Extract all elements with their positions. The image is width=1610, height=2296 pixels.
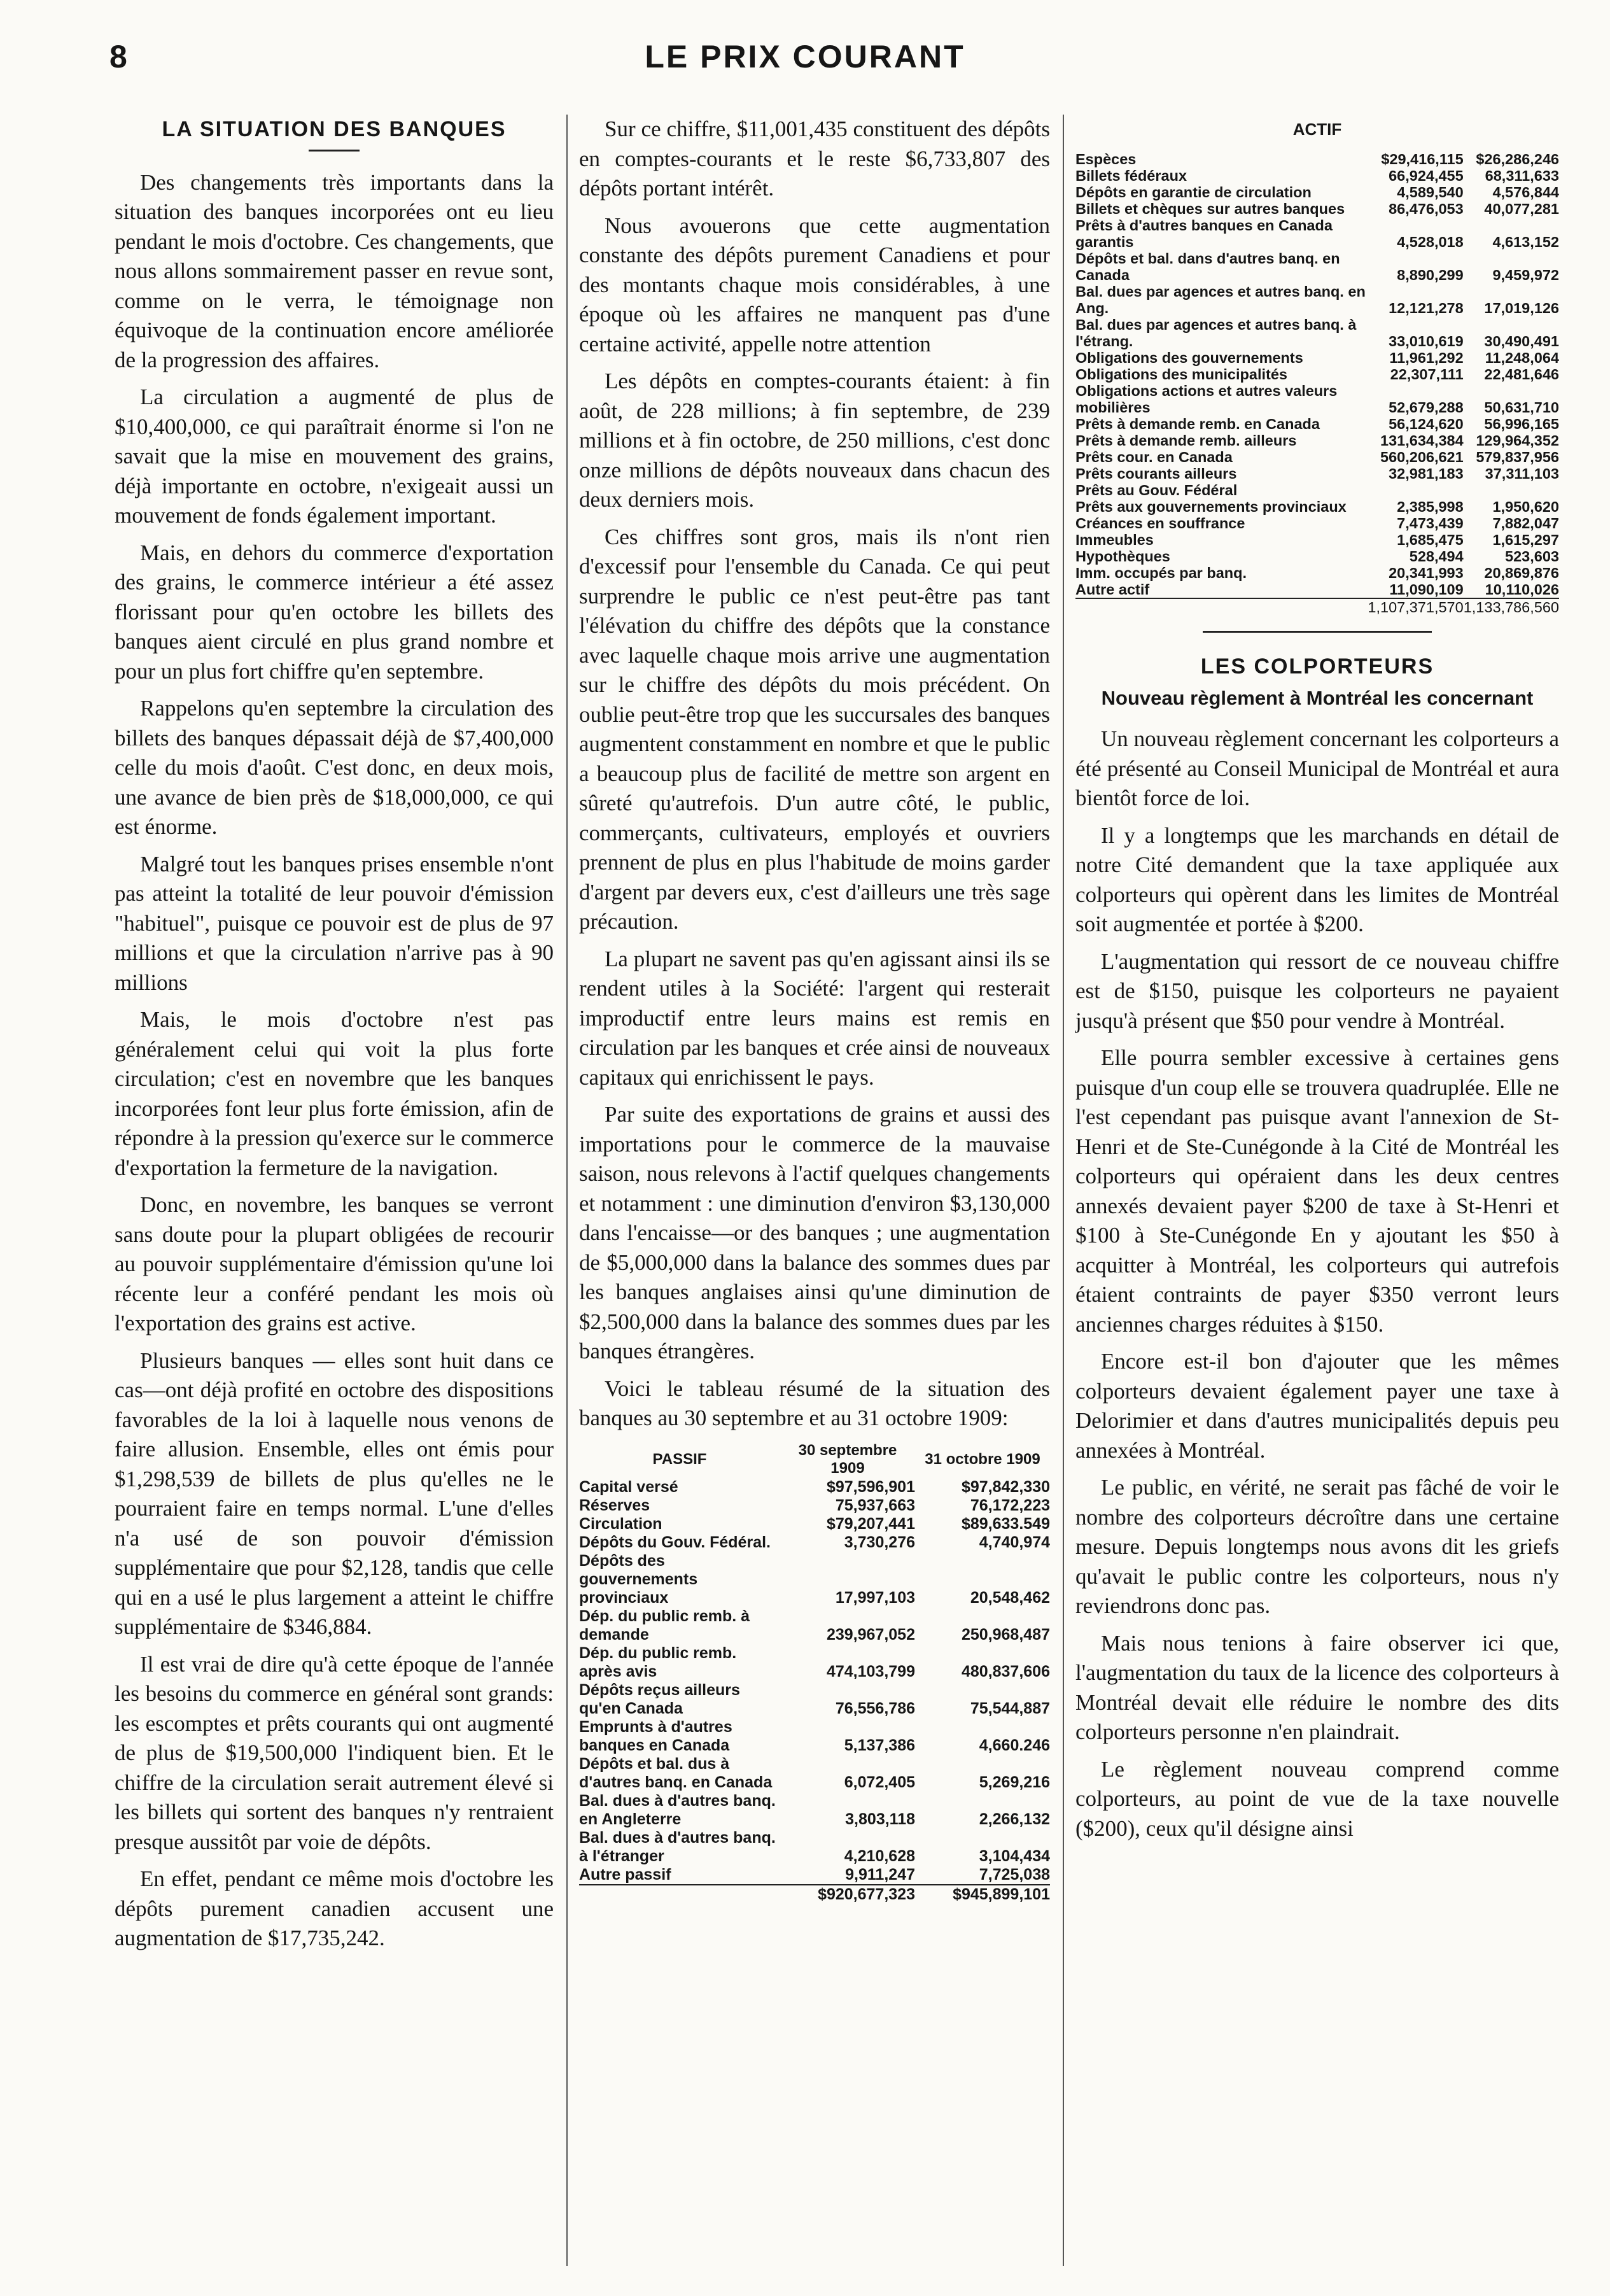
colporteurs-title: LES COLPORTEURS (1200, 654, 1434, 679)
passif-label: Circulation (579, 1514, 662, 1533)
actif-value-oct: 4,613,152 (1492, 233, 1559, 250)
passif-value-sept: 239,967,052 (826, 1625, 915, 1644)
passif-label: Dépôts des gouvernements provinciaux (579, 1551, 698, 1607)
passif-value-oct: 4,740,974 (979, 1533, 1050, 1551)
actif-value-oct: $26,286,246 (1476, 150, 1559, 167)
passif-value-sept: 3,730,276 (844, 1533, 915, 1551)
passif-label: Capital versé (579, 1477, 678, 1496)
actif-value-sept: 33,010,619 (1389, 332, 1464, 349)
actif-row (1075, 498, 1559, 515)
actif-label: Créances en souffrance (1075, 514, 1245, 532)
actif-row (1075, 167, 1559, 184)
passif-row (579, 1829, 1050, 1866)
section-rule (1203, 631, 1432, 633)
passif-row (579, 1533, 1050, 1552)
actif-value-oct: 68,311,633 (1485, 167, 1559, 184)
passif-value-sept: 75,937,663 (835, 1496, 915, 1514)
banques-article-part-2 (579, 115, 1050, 1433)
column-3 (1075, 115, 1559, 1851)
actif-value-sept: $29,416,115 (1381, 150, 1464, 167)
actif-row (1075, 151, 1559, 167)
passif-label: Dép. du public remb. après avis (579, 1644, 737, 1680)
paragraph: Des changements très importants dans la situation des banques incorporées ont eu lieu pendant le mois d'octobre. Ces changements, que nous allons sommairement passer en revue sont, comme on le verra, le témoignage non équivoque de la continuation encore améliorée de la progression des affaires. (115, 169, 554, 372)
actif-label: Autre actif (1075, 581, 1150, 598)
passif-row (579, 1681, 1050, 1718)
actif-label: Prêts à demande remb. ailleurs (1075, 432, 1297, 449)
passif-value-sept: 4,210,628 (844, 1847, 915, 1865)
paragraph: Le règlement nouveau comprend comme colporteurs, au point de vue de la taxe nouvelle ($200), ceux qu'il désigne ainsi (1075, 1756, 1559, 1841)
paragraph: Elle pourra sembler excessive à certaines gens puisque d'un coup elle se trouvera quadruplée. Elle ne l'est cependant pas puisque avant l'annexion de St-Henri et de Ste-Cunégonde à la Cité de Montréal les colporteurs qui opéraient dans les deux centres annexés devaient payer $200 de taxe à St-Henri et $100 à Ste-Cunégonde En y ajoutant les $50 à acquitter à Montréal, les colporteurs qui autrefois étaient contraints de payer $350 verront leurs anciennes charges réduites à $150. (1075, 1045, 1559, 1337)
actif-row (1075, 449, 1559, 465)
actif-label: Prêts au Gouv. Fédéral (1075, 481, 1238, 498)
actif-value-sept: 1,685,475 (1397, 531, 1464, 548)
actif-value-sept (1368, 482, 1463, 498)
actif-value-oct: 56,996,165 (1484, 415, 1559, 432)
actif-value-sept: 32,981,183 (1389, 465, 1464, 482)
passif-label: Autre passif (579, 1865, 671, 1884)
passif-value-oct: 250,968,487 (961, 1625, 1050, 1644)
actif-value-oct: 4,576,844 (1492, 183, 1559, 201)
actif-row (1075, 548, 1559, 565)
passif-value-oct: 4,660.246 (979, 1736, 1050, 1754)
actif-total-oct: 1,133,786,560 (1463, 598, 1559, 616)
actif-value-sept: 131,634,384 (1380, 432, 1464, 449)
passif-value-oct: 7,725,038 (979, 1865, 1050, 1884)
banques-article-part-1 (115, 168, 554, 1954)
actif-label: Dépôts et bal. dans d'autres banq. en Canada (1075, 250, 1340, 283)
actif-value-oct: 10,110,026 (1485, 581, 1559, 598)
actif-label: Imm. occupés par banq. (1075, 564, 1247, 581)
page-header (0, 38, 1610, 89)
actif-label: Obligations des municipalités (1075, 365, 1287, 383)
actif-value-oct: 1,615,297 (1492, 531, 1559, 548)
actif-value-sept: 20,341,993 (1389, 564, 1464, 581)
paragraph: En effet, pendant ce même mois d'octobre les dépôts purement canadien accusent une augmentation de $17,735,242. (115, 1866, 554, 1950)
actif-row (1075, 465, 1559, 482)
passif-value-oct: $97,842,330 (961, 1477, 1050, 1496)
passif-total-oct: $945,899,101 (915, 1885, 1050, 1904)
passif-value-oct: 3,104,434 (979, 1847, 1050, 1865)
actif-value-oct: 7,882,047 (1492, 514, 1559, 532)
passif-total-sept: $920,677,323 (780, 1885, 915, 1904)
passif-label: Dépôts et bal. dus à d'autres banq. en Canada (579, 1754, 773, 1791)
actif-value-oct: 22,481,646 (1484, 365, 1559, 383)
passif-value-sept: 6,072,405 (844, 1773, 915, 1791)
actif-value-oct (1464, 482, 1559, 498)
passif-label: Dépôts reçus ailleurs qu'en Canada (579, 1680, 740, 1717)
paragraph: Voici le tableau résumé de la situation des banques au 30 septembre et au 31 octobre 1909: (579, 1376, 1050, 1430)
paragraph: Par suite des exportations de grains et aussi des importations pour le commerce de la mauvaise saison, nous relevons à l'actif quelques changements et notamment : une diminution d'environ $3,130,000 dans l'encaisse—or des banques ; une augmentation de $5,000,000 dans la balance des sommes dues par les banques anglaises ainsi qu'une diminution de $2,500,000 dans la balance des sommes dues par les banques étrangères. (579, 1102, 1050, 1363)
actif-value-sept: 11,961,292 (1389, 349, 1464, 366)
actif-label: Billets et chèques sur autres banques (1075, 200, 1345, 217)
passif-table (579, 1441, 1050, 1904)
passif-label: Dép. du public remb. à demande (579, 1607, 750, 1644)
actif-value-oct: 523,603 (1505, 547, 1559, 565)
passif-value-oct: 5,269,216 (979, 1773, 1050, 1791)
actif-value-oct: 30,490,491 (1484, 332, 1559, 349)
passif-row (579, 1755, 1050, 1792)
actif-label: Billets fédéraux (1075, 167, 1187, 184)
actif-label: Immeubles (1075, 531, 1154, 548)
passif-value-oct: 2,266,132 (979, 1810, 1050, 1828)
actif-table (1075, 151, 1559, 616)
passif-value-oct: $89,633.549 (961, 1514, 1050, 1533)
paragraph: Encore est-il bon d'ajouter que les mêmes colporteurs devaient également payer une taxe à Delorimier et dans d'autres municipalités depuis peu annexées à Montréal. (1075, 1349, 1559, 1463)
actif-label: Obligations actions et autres valeurs mobilières (1075, 382, 1338, 416)
passif-row (579, 1552, 1050, 1607)
actif-row (1075, 217, 1559, 250)
passif-value-sept: 3,803,118 (845, 1810, 915, 1828)
actif-row (1075, 366, 1559, 383)
actif-value-sept: 12,121,278 (1389, 299, 1464, 316)
paragraph: Un nouveau règlement concernant les colporteurs a été présenté au Conseil Municipal de Montréal et aura bientôt force de loi. (1075, 726, 1559, 810)
passif-value-sept: 5,137,386 (844, 1736, 915, 1754)
actif-value-sept: 528,494 (1409, 547, 1464, 565)
passif-value-oct: 480,837,606 (961, 1662, 1050, 1680)
passif-value-oct: 76,172,223 (970, 1496, 1050, 1514)
passif-value-sept: 9,911,247 (845, 1865, 915, 1884)
passif-title: PASSIF (652, 1450, 707, 1468)
banques-title: LA SITUATION DES BANQUES (162, 117, 507, 141)
actif-value-oct: 20,869,876 (1484, 564, 1559, 581)
paragraph: Rappelons qu'en septembre la circulation des billets des banques dépassait déjà de $7,400,000 celle du mois d'août. C'est donc, en deux mois, une avance de bien près de $18,000,000, ce qui est énorme. (115, 696, 554, 839)
actif-row (1075, 250, 1559, 283)
paragraph: Ces chiffres sont gros, mais ils n'ont rien d'excessif pour l'ensemble du Canada. Ce qui peut surprendre le public ce n'est peut-être pas tant l'élévation du chiffre des dépôts que la constance avec laquelle chaque mois arrive une augmentation sur le chiffre des dépôts du mois précédent. On oublie peut-être trop que les succursales des banques augmentent constamment en nombre et que le public a beaucoup plus de facilité de mettre son argent en sûreté qu'autrefois. D'un autre côté, le public, commerçants, cultivateurs, employés et ouvriers prennent de plus en plus l'habitude de moins garder d'argent par devers eux, c'est d'ailleurs une très sage précaution. (579, 524, 1050, 934)
paragraph: Il est vrai de dire qu'à cette époque de l'année les besoins du commerce en général sont grands: les escomptes et prêts courants qui ont augmenté de plus de $19,500,000 l'indiquent bien. Et le chiffre de la circulation serait autrement élevé si les billets qui sortent des banques n'y rentraient presque aussitôt par voie de dépôts. (115, 1651, 554, 1854)
actif-value-sept: 2,385,998 (1397, 498, 1464, 515)
actif-label: Obligations des gouvernements (1075, 349, 1303, 366)
passif-col-sept: 30 septembre 1909 (798, 1441, 897, 1477)
actif-label: Bal. dues par agences et autres banq. à l'étrang. (1075, 316, 1357, 349)
actif-value-oct: 579,837,956 (1476, 448, 1559, 465)
paragraph: Mais, en dehors du commerce d'exportation des grains, le commerce intérieur a été assez florissant pour qu'en octobre les billets des banques aient circulé en plus grand nombre et pour un plus fort chiffre qu'en septembre. (115, 540, 554, 684)
paragraph: La circulation a augmenté de plus de $10,400,000, ce qui paraîtrait énorme si l'on ne savait que la mise en mouvement des grains, déjà importante en octobre, n'exigeait aussi un mouvement de fonds également important. (115, 384, 554, 528)
passif-row (579, 1644, 1050, 1681)
title-rule (309, 150, 360, 151)
actif-label: Prêts cour. en Canada (1075, 448, 1233, 465)
actif-value-sept: 66,924,455 (1389, 167, 1464, 184)
column-1 (115, 115, 554, 1961)
actif-row (1075, 283, 1559, 316)
passif-row (579, 1792, 1050, 1829)
actif-row (1075, 532, 1559, 548)
actif-row (1075, 416, 1559, 432)
actif-value-sept: 4,528,018 (1397, 233, 1464, 250)
actif-value-sept: 86,476,053 (1389, 200, 1464, 217)
actif-value-oct: 129,964,352 (1476, 432, 1559, 449)
paragraph: La plupart ne savent pas qu'en agissant ainsi ils se rendent utiles à la Société: l'argent qui resterait improductif entre leurs mains est remis en circulation par les banques et crée ainsi de nouveaux capitaux qui enrichissent le pays. (579, 946, 1050, 1090)
page-number: 8 (109, 39, 127, 74)
passif-label: Bal. dues à d'autres banq. à l'étranger (579, 1828, 776, 1865)
passif-label: Emprunts à d'autres banques en Canada (579, 1717, 732, 1754)
actif-label: Espèces (1075, 150, 1137, 167)
paragraph: L'augmentation qui ressort de ce nouveau chiffre est de $150, puisque les colporteurs ne payaient jusqu'à présent que $50 pour vendre à Montréal. (1075, 948, 1559, 1033)
actif-value-sept: 11,090,109 (1389, 581, 1464, 598)
actif-row (1075, 581, 1559, 598)
actif-row (1075, 482, 1559, 498)
actif-label: Prêts à d'autres banques en Canada garantis (1075, 216, 1333, 250)
actif-value-sept: 22,307,111 (1390, 365, 1464, 383)
passif-row (579, 1478, 1050, 1497)
actif-row (1075, 515, 1559, 532)
passif-col-oct: 31 octobre 1909 (925, 1450, 1040, 1468)
journal-title: LE PRIX COURANT (645, 39, 965, 74)
actif-value-sept: 7,473,439 (1397, 514, 1464, 532)
actif-value-sept: 560,206,621 (1380, 448, 1464, 465)
passif-value-sept: 474,103,799 (826, 1662, 915, 1680)
actif-row (1075, 432, 1559, 449)
passif-row (579, 1718, 1050, 1755)
actif-label: Bal. dues par agences et autres banq. en Ang. (1075, 283, 1366, 316)
passif-value-oct: 20,548,462 (970, 1588, 1050, 1607)
paragraph: Les dépôts en comptes-courants étaient: à fin août, de 228 millions; à fin septembre, de 239 millions et à fin octobre, de 250 millions, c'est donc onze millions de dépôts nouveaux dans chacun des deux derniers mois. (579, 369, 1050, 512)
actif-row (1075, 383, 1559, 416)
actif-total-sept: 1,107,371,570 (1368, 598, 1464, 616)
actif-title: ACTIF (1292, 120, 1342, 139)
actif-value-sept: 52,679,288 (1389, 398, 1464, 416)
paragraph: Nous avouerons que cette augmentation constante des dépôts purement Canadiens et pour des montants chaque mois considérables, à une époque où les affaires ne manquent pas d'une certaine activité, appelle notre attention (579, 213, 1050, 356)
actif-value-oct: 37,311,103 (1485, 465, 1559, 482)
actif-value-oct: 17,019,126 (1484, 299, 1559, 316)
actif-label: Dépôts en garantie de circulation (1075, 183, 1312, 201)
colporteurs-subtitle: Nouveau règlement à Montréal les concernant (1101, 687, 1534, 709)
actif-row (1075, 201, 1559, 217)
paragraph: Malgré tout les banques prises ensemble n'ont pas atteint la totalité de leur pouvoir d'émission "habituel", puisque ce pouvoir est de plus de 97 millions et que la circulation n'arrive pas à 90 millions (115, 851, 554, 995)
passif-value-oct: 75,544,887 (970, 1699, 1050, 1717)
passif-value-sept: $79,207,441 (826, 1514, 915, 1533)
actif-label: Prêts à demande remb. en Canada (1075, 415, 1320, 432)
paragraph: Mais nous tenions à faire observer ici que, l'augmentation du taux de la licence des colporteurs à Montréal devait elle réduire le nombre des dits colporteurs personne n'en plaindrait. (1075, 1630, 1559, 1744)
actif-label: Hypothèques (1075, 547, 1170, 565)
actif-value-oct: 1,950,620 (1492, 498, 1559, 515)
actif-value-oct: 40,077,281 (1484, 200, 1559, 217)
actif-value-oct: 50,631,710 (1484, 398, 1559, 416)
actif-value-oct: 11,248,064 (1485, 349, 1559, 366)
column-2 (579, 115, 1050, 1904)
actif-label: Prêts aux gouvernements provinciaux (1075, 498, 1347, 515)
actif-value-sept: 4,589,540 (1397, 183, 1464, 201)
actif-label: Prêts courants ailleurs (1075, 465, 1237, 482)
paragraph: Donc, en novembre, les banques se verront sans doute pour la plupart obligées de recourir au pouvoir supplémentaire d'émission qu'une loi récente leur a conféré pendant les mois où l'exportation des grains est active. (115, 1192, 554, 1335)
passif-row (579, 1497, 1050, 1515)
passif-row (579, 1515, 1050, 1533)
passif-label: Réserves (579, 1496, 650, 1514)
paragraph: Plusieurs banques — elles sont huit dans ce cas—ont déjà profité en octobre des dispositions favorables de la loi à laquelle nous venons de faire allusion. Ensemble, elles ont émis pour $1,298,539 de billets de plus qu'elles ne le pourraient faire en temps normal. L'une d'elles n'a usé de son pouvoir d'émission supplémentaire que pour $2,128, tandis que celle qui en a usé le plus largement a atteint le chiffre supplémentaire de $346,884. (115, 1348, 554, 1639)
actif-value-oct: 9,459,972 (1492, 266, 1559, 283)
passif-row (579, 1607, 1050, 1644)
colporteurs-article (1075, 724, 1559, 1843)
actif-row (1075, 349, 1559, 366)
passif-value-sept: 17,997,103 (835, 1588, 915, 1607)
actif-value-sept: 8,890,299 (1397, 266, 1464, 283)
paragraph: Le public, en vérité, ne serait pas fâché de voir le nombre des colporteurs décroître dans une certaine mesure. Depuis longtemps nous avons dit les griefs qu'avait le public contre les colporteurs, nous n'y reviendrons donc pas. (1075, 1475, 1559, 1618)
paragraph: Mais, le mois d'octobre n'est pas généralement celui qui voit la plus forte circulation; c'est en novembre que les banques incorporées font leur plus forte émission, afin de répondre à la pression qu'exerce sur le commerce d'exportation la fermeture de la navigation. (115, 1007, 554, 1180)
actif-value-sept: 56,124,620 (1389, 415, 1464, 432)
passif-row (579, 1866, 1050, 1885)
column-divider (566, 115, 568, 2266)
passif-label: Bal. dues à d'autres banq. en Angleterre (579, 1791, 776, 1828)
actif-row (1075, 184, 1559, 201)
passif-value-sept: 76,556,786 (835, 1699, 915, 1717)
paragraph: Sur ce chiffre, $11,001,435 constituent des dépôts en comptes-courants et le reste $6,733,807 des dépôts portant intérêt. (579, 116, 1050, 201)
actif-row (1075, 316, 1559, 349)
passif-value-sept: $97,596,901 (826, 1477, 915, 1496)
actif-row (1075, 565, 1559, 581)
paragraph: Il y a longtemps que les marchands en détail de notre Cité demandent que la taxe appliquée aux colporteurs qui opèrent dans les limites de Montréal soit augmentée et portée à $200. (1075, 822, 1559, 936)
column-divider (1063, 115, 1064, 2266)
passif-label: Dépôts du Gouv. Fédéral. (579, 1533, 771, 1551)
